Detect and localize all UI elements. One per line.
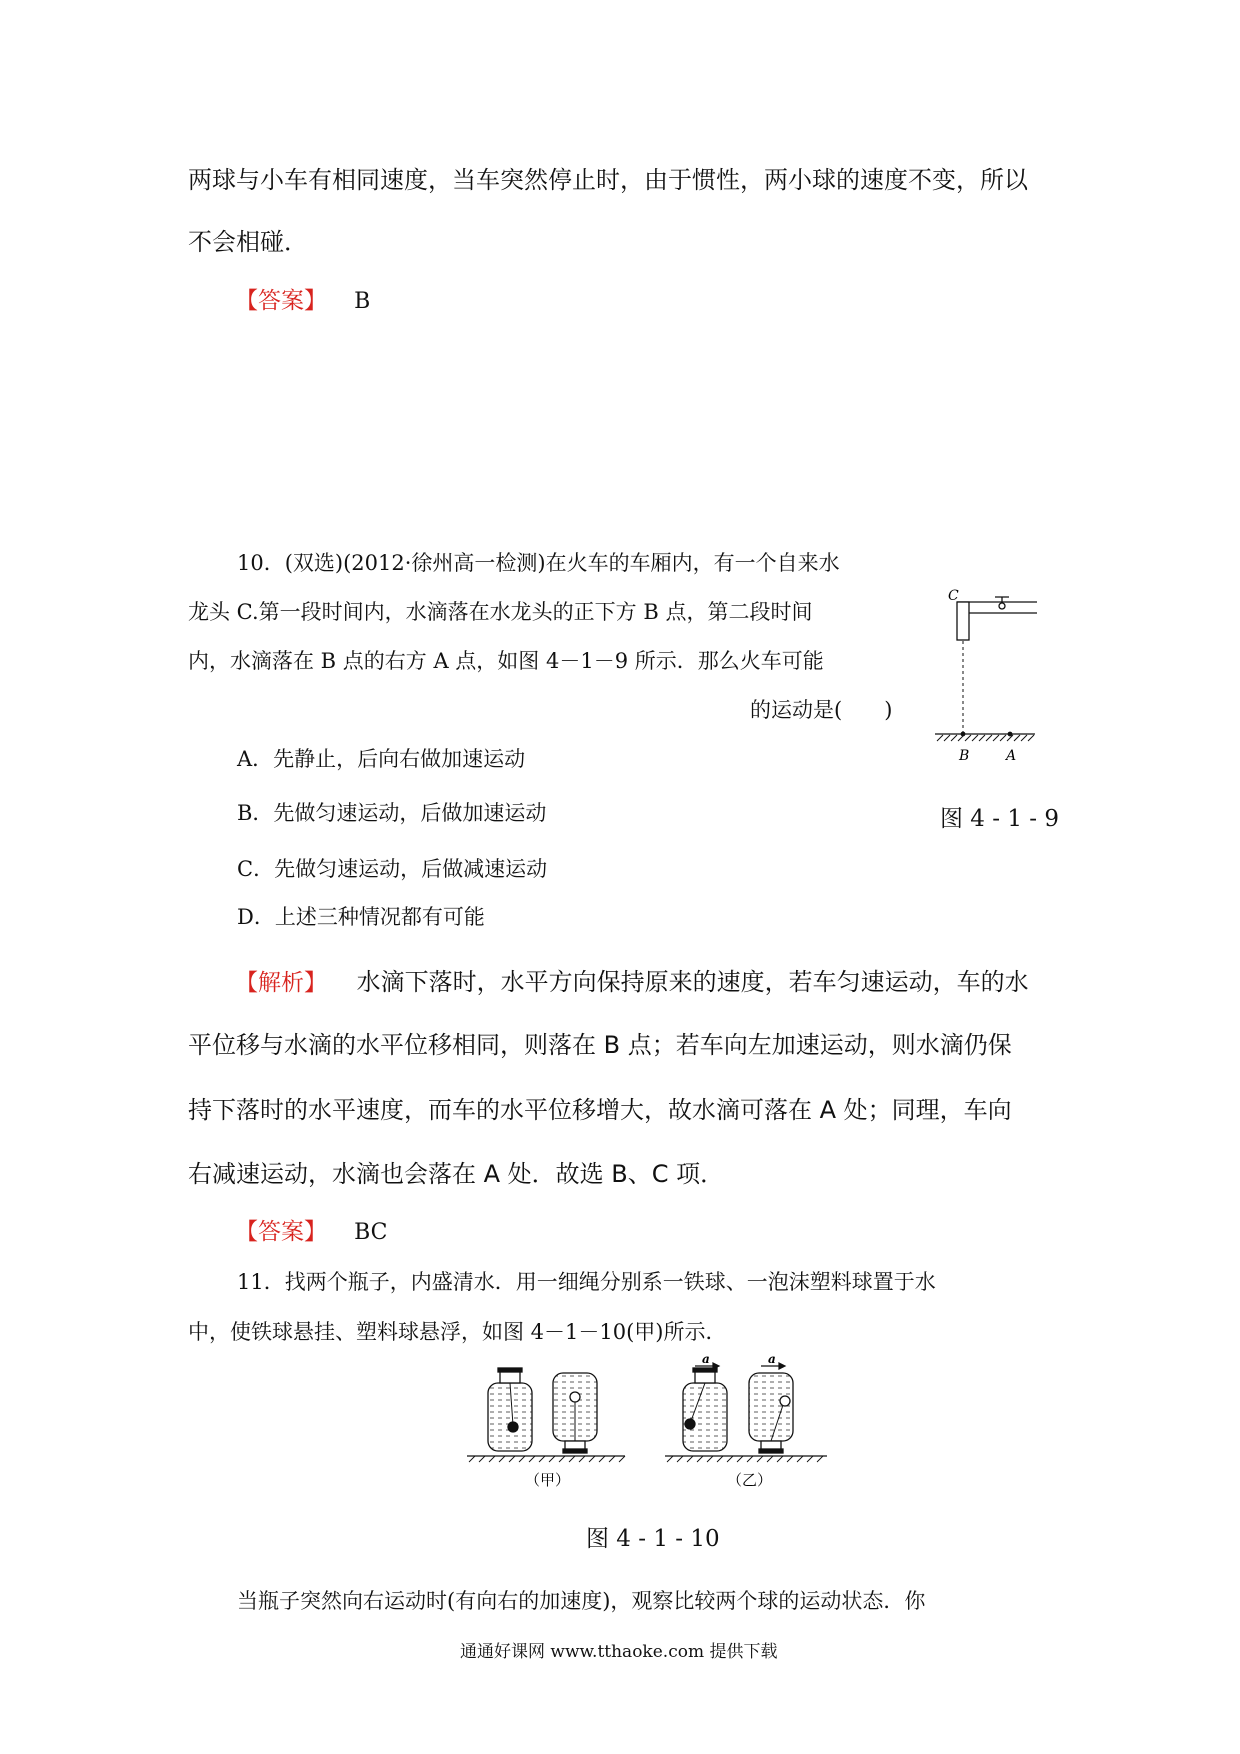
bottle-ground-hatch bbox=[469, 1456, 823, 1462]
faucet-figure bbox=[935, 585, 1045, 765]
q10-answer bbox=[235, 1213, 388, 1246]
q10-option-d: D．上述三种情况都有可能 bbox=[237, 905, 485, 929]
answer-tag: 【答案】 bbox=[235, 288, 327, 314]
label-b: B bbox=[959, 748, 970, 764]
q10-line-4: 的运动是( ) bbox=[750, 698, 893, 722]
ground-hatch bbox=[937, 735, 1034, 741]
figure-caption-4-1-10: 图 4 - 1 - 10 bbox=[586, 1526, 720, 1552]
q10-line-3: 内，水滴落在 B 点的右方 A 点，如图 4－1－9 所示．那么火车可能 bbox=[188, 649, 824, 673]
label-yi: （乙） bbox=[727, 1471, 773, 1489]
q10-option-b: B．先做匀速运动，后做加速运动 bbox=[237, 801, 547, 825]
q11-line-1: 11．找两个瓶子，内盛清水．用一细绳分别系一铁球、一泡沫塑料球置于水 bbox=[237, 1270, 936, 1294]
page-footer: 通通好课网 www.tthaoke.com 提供下载 bbox=[460, 1642, 778, 1662]
bottle-group-yi bbox=[665, 1368, 827, 1456]
q10-option-a: A．先静止，后向右做加速运动 bbox=[237, 747, 526, 771]
analysis-line-4: 右减速运动，水滴也会落在 A 处．故选 B、C 项． bbox=[188, 1160, 725, 1188]
intro-line-1: 两球与小车有相同速度，当车突然停止时，由于惯性，两小球的速度不变，所以 bbox=[188, 166, 1028, 194]
intro-answer bbox=[235, 282, 370, 315]
analysis-line-1 bbox=[235, 962, 1029, 997]
answer-value: B bbox=[354, 289, 371, 314]
analysis-text-1: 水滴下落时，水平方向保持原来的速度，若车匀速运动，车的水 bbox=[356, 968, 1029, 996]
analysis-line-3: 持下落时的水平速度，而车的水平位移增大，故水滴可落在 A 处；同理，车向 bbox=[188, 1096, 1012, 1124]
q10-line-1: 10．(双选)(2012·徐州高一检测)在火车的车厢内，有一个自来水 bbox=[237, 551, 840, 575]
point-a-dot bbox=[1008, 732, 1013, 737]
point-b-dot bbox=[961, 732, 966, 737]
label-c: C bbox=[948, 588, 959, 604]
accel-label-2: a bbox=[768, 1355, 776, 1366]
intro-line-2: 不会相碰． bbox=[188, 228, 308, 256]
analysis-line-2: 平位移与水滴的水平位移相同，则落在 B 点；若车向左加速运动，则水滴仍保 bbox=[188, 1031, 1012, 1059]
q11-line-3: 当瓶子突然向右运动时(有向右的加速度)，观察比较两个球的运动状态．你 bbox=[237, 1589, 926, 1613]
q10-option-c: C．先做匀速运动，后做减速运动 bbox=[237, 857, 548, 881]
figure-caption-4-1-9: 图 4 - 1 - 9 bbox=[940, 806, 1059, 832]
q11-line-2: 中，使铁球悬挂、塑料球悬浮，如图 4－1－10(甲)所示． bbox=[188, 1320, 727, 1344]
accel-label-1: a bbox=[702, 1355, 710, 1366]
answer-tag: 【答案】 bbox=[235, 1219, 327, 1245]
answer-value: BC bbox=[354, 1220, 388, 1245]
bottle-figure bbox=[465, 1355, 835, 1495]
bottle-group-jia bbox=[467, 1368, 625, 1456]
faucet-drawing bbox=[935, 597, 1037, 734]
analysis-tag: 【解析】 bbox=[235, 970, 327, 996]
q10-line-2: 龙头 C.第一段时间内，水滴落在水龙头的正下方 B 点，第二段时间 bbox=[188, 600, 813, 624]
label-a: A bbox=[1006, 748, 1017, 764]
label-jia: （甲） bbox=[525, 1471, 571, 1489]
